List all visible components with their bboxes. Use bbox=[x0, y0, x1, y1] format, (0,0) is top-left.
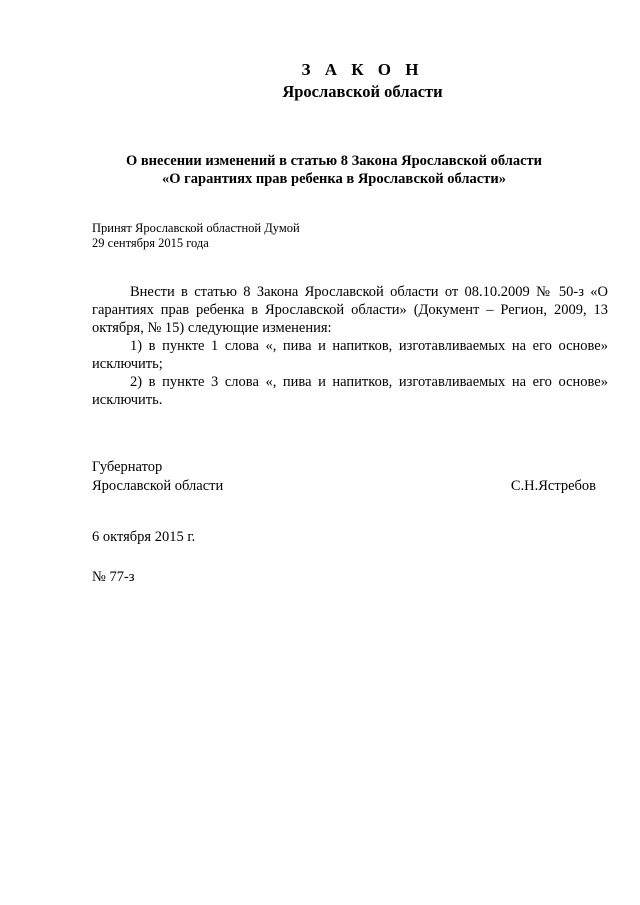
body-paragraph-2: 1) в пункте 1 слова «, пива и напитков, изготавливаемых на его основе» исключить; bbox=[92, 338, 608, 372]
law-body bbox=[92, 283, 608, 409]
signer-name: С.Н.Ястребов bbox=[510, 478, 596, 494]
body-paragraph-1: Внести в статью 8 Закона Ярославской области от 08.10.2009 № 50-з «О гарантиях прав ребенка в Ярославской области» (Документ – Регион, 2009, 13 октября, № 15) следующие изменения: bbox=[92, 284, 608, 336]
law-subject-line-2: «О гарантиях прав ребенка в Ярославской области» bbox=[162, 171, 506, 187]
signature-row bbox=[92, 477, 596, 496]
adoption-date: 29 сентября 2015 года bbox=[92, 236, 209, 250]
law-subject bbox=[0, 152, 640, 188]
law-subject-line-1: О внесении изменений в статью 8 Закона Ярославской области bbox=[125, 153, 543, 169]
law-title: З А К О Н bbox=[301, 60, 424, 79]
signature-block bbox=[92, 458, 596, 496]
signing-date: 6 октября 2015 г. bbox=[92, 529, 196, 545]
law-number: № 77-з bbox=[92, 569, 135, 585]
signer-position-line-1: Губернатор bbox=[92, 459, 163, 475]
law-region: Ярославской области bbox=[282, 82, 443, 101]
adoption-note bbox=[92, 221, 300, 251]
adoption-body: Принят Ярославской областной Думой bbox=[92, 221, 300, 235]
body-paragraph-3: 2) в пункте 3 слова «, пива и напитков, изготавливаемых на его основе» исключить. bbox=[92, 374, 608, 408]
signer-position-line-2: Ярославской области bbox=[92, 478, 224, 494]
